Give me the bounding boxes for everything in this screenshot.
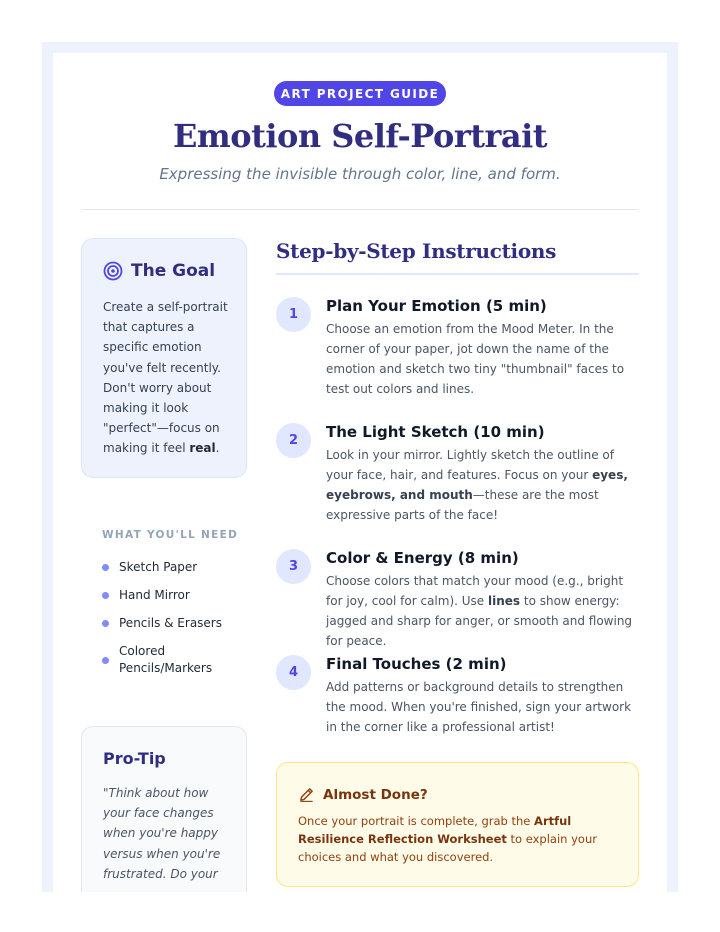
step-title: The Light Sketch (10 min)	[326, 423, 545, 441]
page-frame	[42, 42, 678, 892]
step-emphasis: lines	[487, 594, 521, 608]
worksheet-name: Artful Resilience Reflection Worksheet	[298, 814, 572, 846]
pro-tip-title: Pro-Tip	[103, 749, 166, 768]
pencil-icon	[298, 786, 315, 803]
steps-divider	[276, 273, 639, 275]
step-title: Color & Energy (8 min)	[326, 549, 519, 567]
almost-done-callout	[276, 762, 639, 887]
step-emphasis: eyes, eyebrows, and mouth	[326, 468, 628, 502]
guide-card	[53, 53, 667, 892]
step-title: Final Touches (2 min)	[326, 655, 507, 673]
step-text: Add patterns or background details to strengthen the mood. When you're finished, sign your artwork in the corner like a professional artist!	[326, 680, 632, 734]
materials-item: Sketch Paper	[102, 553, 252, 581]
category-badge: ART PROJECT GUIDE	[274, 81, 446, 106]
callout-header	[298, 786, 428, 803]
bullet-dot	[102, 620, 109, 627]
materials-heading: WHAT YOU'LL NEED	[102, 529, 239, 541]
goal-title: The Goal	[131, 261, 216, 281]
step-text: Choose an emotion from the Mood Meter. In the corner of your paper, jot down the name of the emotion and sketch two tiny "thumbnail" faces to test out colors and lines.	[326, 322, 625, 396]
pro-tip-panel	[81, 726, 247, 892]
goal-text: Create a self-portrait that captures a specific emotion you've felt recently. Don't worry about making it look "perfect"—focus on making it feel real.	[103, 300, 228, 456]
pro-tip-text: "Think about how your face changes when you're happy versus when you're frustrated. Do your	[103, 786, 221, 881]
bullet-dot	[102, 564, 109, 571]
step-text: Choose colors that match your mood (e.g., bright for joy, cool for calm). Use lines to show energy: jagged and sharp for anger, or smooth and flowing for peace.	[326, 574, 633, 648]
materials-item: Pencils & Erasers	[102, 609, 252, 637]
step-number: 4	[276, 655, 311, 690]
step-title: Plan Your Emotion (5 min)	[326, 297, 547, 315]
header-divider	[81, 209, 639, 210]
target-icon	[103, 261, 123, 281]
step-number: 1	[276, 297, 311, 332]
goal-panel	[81, 238, 247, 478]
bullet-dot	[102, 592, 109, 599]
page-subtitle: Expressing the invisible through color, line, and form.	[159, 165, 561, 183]
bullet-dot	[102, 657, 109, 664]
step-number: 2	[276, 423, 311, 458]
callout-text: Once your portrait is complete, grab the Artful Resilience Reflection Worksheet to explain your choices and what you discovered.	[298, 814, 597, 864]
goal-header	[103, 261, 215, 281]
page-title: Emotion Self-Portrait	[172, 117, 548, 155]
step-number: 3	[276, 549, 311, 584]
materials-list	[102, 553, 252, 677]
step-text: Look in your mirror. Lightly sketch the outline of your face, hair, and features. Focus on your eyes, eyebrows, and mouth—these are the most expressive parts of the face!	[326, 448, 628, 522]
materials-item: Hand Mirror	[102, 581, 252, 609]
steps-heading: Step-by-Step Instructions	[276, 239, 557, 263]
goal-emphasis: real	[189, 441, 216, 456]
materials-item: Colored Pencils/Markers	[102, 643, 252, 677]
callout-title: Almost Done?	[323, 786, 428, 803]
